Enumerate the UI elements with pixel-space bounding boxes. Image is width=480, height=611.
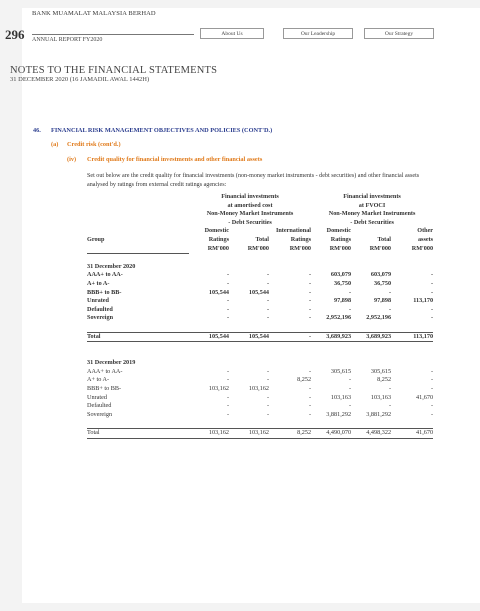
- section-number: 46.: [33, 127, 41, 134]
- cell-value: 8,252: [377, 376, 392, 384]
- cell-value: -: [388, 385, 392, 393]
- total-value: 4,490,070: [311, 429, 351, 439]
- cell-value: 603,079: [330, 271, 352, 279]
- group-label: Group: [87, 235, 105, 243]
- col-header: Total: [377, 235, 392, 243]
- cell-value: -: [308, 314, 312, 322]
- col-header: Domestic: [326, 227, 352, 235]
- cell-value: -: [308, 410, 312, 418]
- col-unit: RM'000: [369, 244, 392, 252]
- cell-value: -: [308, 367, 312, 375]
- notes-subtitle: 31 DECEMBER 2020 (16 JAMADIL AWAL 1442H): [10, 76, 150, 83]
- cell-value: -: [226, 410, 229, 418]
- total-value: 3,689,923: [351, 332, 391, 342]
- cell-value: -: [431, 271, 434, 279]
- col-header: Ratings: [330, 235, 352, 243]
- cell-value: -: [226, 305, 229, 313]
- cell-value: -: [431, 367, 434, 375]
- cell-value: -: [266, 402, 269, 410]
- cell-value: -: [431, 402, 434, 410]
- amortised-cost-header-line2: at amortised cost: [227, 201, 273, 209]
- fvoci-header-line1: Financial investments: [343, 193, 401, 200]
- table-row: [87, 411, 433, 420]
- cell-value: 36,750: [334, 279, 352, 287]
- total-value: 103,162: [189, 429, 229, 439]
- cell-value: 97,898: [334, 297, 352, 305]
- cell-value: -: [308, 288, 312, 296]
- fvoci-header-line3: Non-Money Market Instruments: [328, 210, 416, 218]
- cell-value: 103,163: [370, 393, 392, 401]
- col-unit: RM'000: [247, 244, 269, 252]
- cell-value: -: [266, 393, 269, 401]
- cell-value: -: [431, 314, 434, 322]
- cell-value: -: [266, 271, 269, 279]
- col-header: International: [275, 227, 312, 235]
- cell-value: 2,952,196: [366, 314, 392, 322]
- table-row: [87, 314, 433, 323]
- amortised-cost-header-line4: - Debt Securities: [228, 218, 272, 226]
- cell-value: -: [308, 271, 312, 279]
- cell-value: 305,615: [330, 367, 352, 375]
- col-header: [351, 227, 391, 236]
- cell-value: 113,170: [413, 297, 434, 305]
- subsection-a-title: Credit risk (cont'd.): [67, 141, 121, 148]
- total-value: 4,498,322: [351, 429, 391, 439]
- col-unit: RM'000: [329, 244, 352, 252]
- cell-value: -: [308, 279, 312, 287]
- header-divider: [32, 34, 194, 35]
- cell-value: -: [431, 385, 434, 393]
- cell-value: 105,544: [208, 288, 229, 296]
- subsection-iv-number: (iv): [67, 156, 77, 163]
- cell-value: -: [348, 376, 352, 384]
- cell-value: 103,162: [248, 385, 269, 393]
- table-row: [87, 385, 433, 394]
- col-header: Domestic: [204, 227, 229, 235]
- col-unit: RM'000: [411, 244, 434, 252]
- cell-value: 3,881,292: [326, 410, 352, 418]
- cell-value: -: [226, 402, 229, 410]
- cell-value: -: [266, 367, 269, 375]
- col-unit: RM'000: [289, 244, 312, 252]
- nav-our-leadership-button[interactable]: Our Leadership: [283, 28, 353, 39]
- cell-value: -: [308, 393, 312, 401]
- cell-value: 305,615: [370, 367, 392, 375]
- cell-value: -: [308, 402, 312, 410]
- col-header: Total: [255, 235, 269, 243]
- cell-value: -: [226, 367, 229, 375]
- subsection-iv-title: Credit quality for financial investments and other financial assets: [87, 156, 263, 163]
- company-name: BANK MUAMALAT MALAYSIA BERHAD: [32, 10, 156, 17]
- credit-quality-table: [87, 193, 433, 439]
- total-label: Total: [87, 429, 189, 439]
- row-label: Unrated: [87, 297, 109, 305]
- row-label: A+ to A-: [87, 279, 110, 287]
- col-header: [229, 227, 269, 236]
- col-header: Ratings: [290, 235, 312, 243]
- cell-value: -: [266, 305, 269, 313]
- cell-value: -: [431, 279, 434, 287]
- cell-value: 603,079: [370, 271, 392, 279]
- cell-value: 103,162: [208, 385, 229, 393]
- total-row: [87, 429, 433, 439]
- intro-paragraph: Set out below are the credit quality for financial investments (non-money market instruments - debt securities) and other financial assets analysed by ratings from external credit ratings agencies:: [87, 173, 420, 188]
- cell-value: 2,952,196: [326, 314, 352, 322]
- row-label: A+ to A-: [87, 376, 110, 384]
- total-value: 3,689,923: [311, 332, 351, 342]
- row-label: AAA+ to AA-: [87, 367, 123, 375]
- report-name: ANNUAL REPORT FY2020: [32, 37, 103, 43]
- section-title: FINANCIAL RISK MANAGEMENT OBJECTIVES AND POLICIES (CONT'D.): [51, 127, 273, 134]
- table-row: [87, 306, 433, 315]
- table-row: [87, 289, 433, 298]
- table-row: [87, 402, 433, 411]
- col-header: Ratings: [208, 235, 229, 243]
- table-row: [87, 280, 433, 289]
- total-value: 41,670: [391, 429, 433, 439]
- cell-value: -: [348, 402, 352, 410]
- cell-value: -: [226, 393, 229, 401]
- cell-value: -: [266, 376, 269, 384]
- notes-title: NOTES TO THE FINANCIAL STATEMENTS: [10, 65, 218, 76]
- cell-value: -: [388, 305, 392, 313]
- period-heading: 31 December 2019: [87, 359, 136, 367]
- total-value: -: [269, 332, 311, 342]
- cell-value: -: [348, 305, 352, 313]
- cell-value: -: [266, 410, 269, 418]
- table-row: [87, 376, 433, 385]
- row-label: AAA+ to AA-: [87, 271, 123, 279]
- table-row: [87, 271, 433, 280]
- subsection-a-number: (a): [51, 141, 59, 148]
- cell-value: -: [308, 305, 312, 313]
- cell-value: -: [431, 410, 434, 418]
- total-label: Total: [87, 332, 189, 342]
- cell-value: -: [226, 314, 229, 322]
- row-label: Sovereign: [87, 314, 114, 322]
- cell-value: 103,163: [330, 393, 352, 401]
- nav-about-us-button[interactable]: About Us: [200, 28, 264, 39]
- fvoci-header-line2: at FVOCI: [358, 201, 386, 209]
- cell-value: -: [388, 402, 392, 410]
- cell-value: -: [226, 279, 229, 287]
- cell-value: -: [308, 385, 312, 393]
- cell-value: 41,670: [416, 393, 434, 401]
- cell-value: -: [266, 314, 269, 322]
- row-label: Defaulted: [87, 402, 112, 410]
- cell-value: -: [431, 376, 434, 384]
- col-unit: RM'000: [207, 244, 229, 252]
- nav-our-strategy-button[interactable]: Our Strategy: [364, 28, 434, 39]
- cell-value: -: [266, 297, 269, 305]
- amortised-cost-header-line1: Financial investments: [221, 193, 279, 200]
- table-row: [87, 297, 433, 306]
- row-label: Defaulted: [87, 305, 113, 313]
- cell-value: -: [226, 271, 229, 279]
- cell-value: -: [226, 297, 229, 305]
- total-value: 113,170: [391, 332, 433, 342]
- cell-value: -: [266, 279, 269, 287]
- cell-value: -: [388, 288, 392, 296]
- row-label: Unrated: [87, 393, 107, 401]
- cell-value: 8,252: [297, 376, 312, 384]
- table-row: [87, 394, 433, 403]
- row-label: Sovereign: [87, 410, 113, 418]
- row-label: BBB+ to BB-: [87, 288, 122, 296]
- total-value: 8,252: [269, 429, 311, 439]
- cell-value: -: [431, 288, 434, 296]
- period-heading: 31 December 2020: [87, 262, 136, 270]
- cell-value: 36,750: [374, 279, 392, 287]
- fvoci-header-line4: - Debt Securities: [350, 218, 394, 226]
- table-row: [87, 368, 433, 377]
- cell-value: -: [431, 305, 434, 313]
- col-header: Other: [417, 227, 434, 235]
- total-value: 105,544: [189, 332, 229, 342]
- total-row: [87, 332, 433, 342]
- cell-value: -: [226, 376, 229, 384]
- col-header: assets: [417, 235, 434, 243]
- cell-value: -: [308, 297, 312, 305]
- row-label: BBB+ to BB-: [87, 385, 122, 393]
- total-value: 105,544: [229, 332, 269, 342]
- cell-value: -: [348, 288, 352, 296]
- cell-value: 105,544: [248, 288, 269, 296]
- amortised-cost-header-line3: Non-Money Market Instruments: [206, 210, 294, 218]
- cell-value: 97,898: [374, 297, 392, 305]
- page-number: 296: [5, 27, 25, 42]
- cell-value: 3,881,292: [366, 410, 392, 418]
- cell-value: -: [348, 385, 352, 393]
- total-value: 103,162: [229, 429, 269, 439]
